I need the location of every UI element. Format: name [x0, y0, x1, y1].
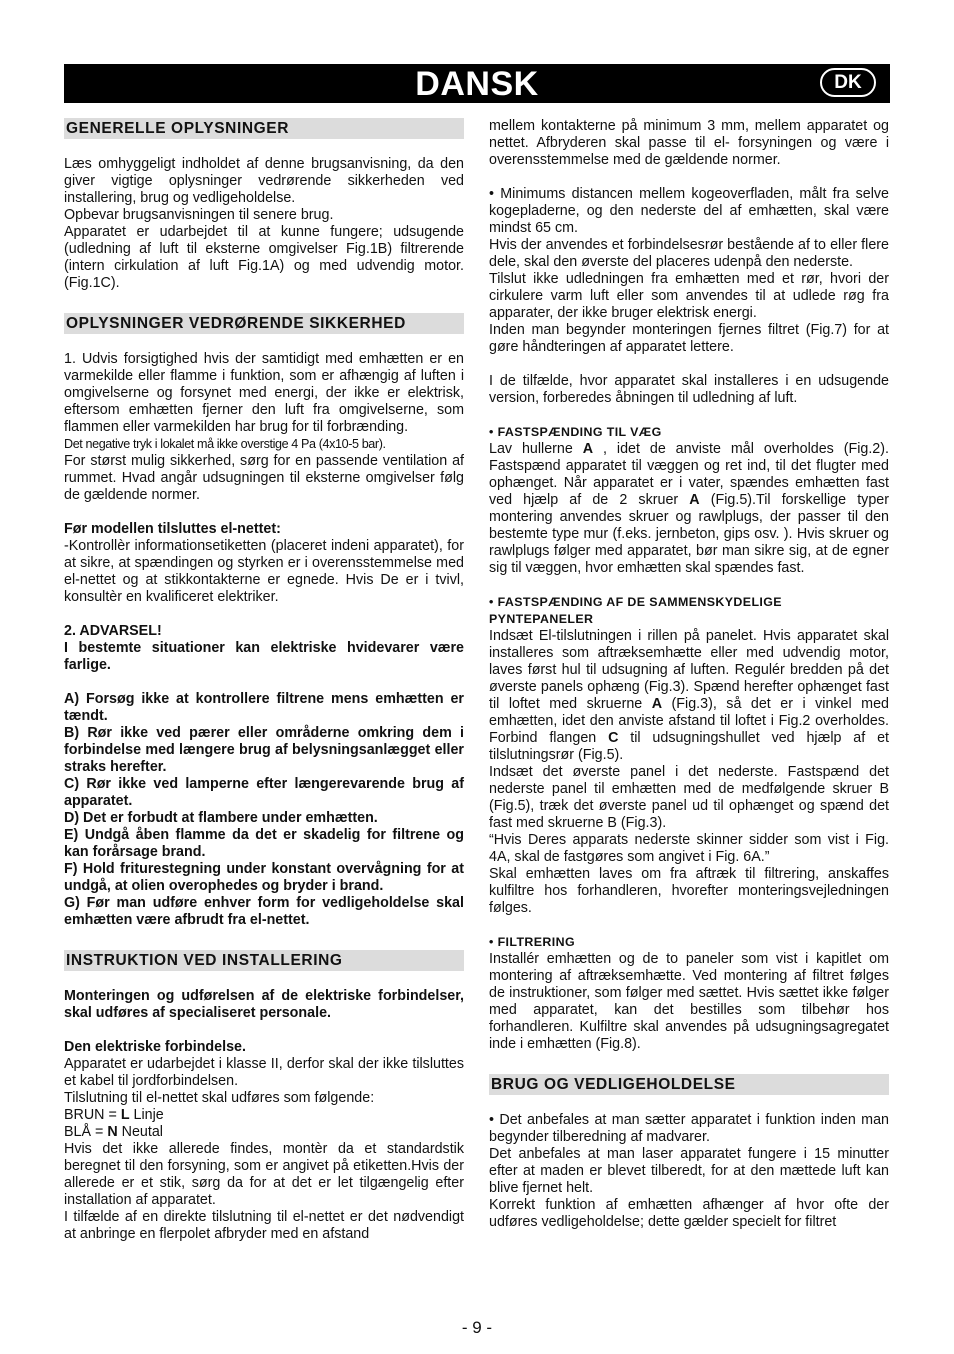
paragraph: -Kontrollèr informationsetiketten (placeret indeni apparatet), for at sikre, at spændingen og styrken er i overensstemmelse med el-nettet og at stikkontakterne er egnede. Hvis De er i tvivl, konsultèr en kvalificeret elektriker.	[64, 538, 464, 605]
paragraph: Skal emhætten laves om fra aftræk til filtrering, anskaffes kulfiltre hos forhandleren, hvorefter monteringsvejledningen følges.	[489, 866, 889, 916]
right-column	[489, 118, 889, 1231]
page-title: DANSK	[415, 65, 539, 103]
paragraph: Opbevar brugsanvisningen til senere brug.	[64, 207, 334, 223]
subheading-wall-mounting: • FASTSPÆNDING TIL VÆG	[489, 425, 662, 439]
wire-brown: BRUN = L Linje	[64, 1107, 164, 1123]
paragraph: Hvis der anvendes et forbindelsesrør bestående af to eller flere dele, skal den øverste del placeres udenpå den nederste.	[489, 237, 889, 270]
paragraph: 1. Udvis forsigtighed hvis der samtidigt med emhætten er en varmekilde eller flamme i funktion, som er afhængig af luften i omgivelserne og forsynet med energi, der ikke er elektrisk, eftersom emhætten fjerner den luft fra omgivelserne, som flammen eller varmekilden har brug for til forbrænding.	[64, 351, 464, 435]
paragraph-bold: Monteringen og udførelsen af de elektriske forbindelser, skal udføres af specialiseret personale.	[64, 988, 464, 1021]
paragraph: For størst mulig sikkerhed, sørg for en passende ventilation af rummet. Hvad angår udsugningen til eksterne omgivelser følg de gældende normer.	[64, 453, 464, 503]
warning-title: 2. ADVARSEL!	[64, 623, 162, 639]
paragraph: Apparatet er udarbejdet til at kunne fungere; udsugende (udledning af luft til eksterne omgivelser Fig.1B) filtrerende (intern cirkulation af luft Fig.1A) og med udvendig motor. (Fig.1C).	[64, 224, 464, 291]
subheading-before-connection: Før modellen tilsluttes el-nettet:	[64, 521, 281, 537]
paragraph: Hvis det ikke allerede findes, montèr da et standardstik beregnet til den forsyning, som er angivet på etiketten.Hvis der allerede er et stik, sørg da for at det er let tilgængelig efter installation af apparatet.	[64, 1141, 464, 1208]
paragraph: mellem kontakterne på minimum 3 mm, mellem apparatet og nettet. Afbryderen skal passe til el- forsyningen og være i overensstemmelse med de gældende normer.	[489, 118, 889, 168]
left-column	[64, 118, 464, 1243]
warning-item-d: D) Det er forbudt at flambere under emhætten.	[64, 810, 378, 826]
paragraph: Indsæt det øverste panel i det nederste. Fastspænd det nederste panel til emhætten med de medfølgende skruer B (Fig.5), træk det øverste panel ud til ophænget og spænd det fast med skruerne B (Fig.3).	[489, 764, 889, 831]
paragraph: Korrekt funktion af emhætten afhænger af hvor ofte der udføres vedligeholdelse; dette gælder specielt for filtret	[489, 1197, 889, 1230]
paragraph: Installér emhætten og de to paneler som vist i kapitlet om montering af aftræksemhætte. Ved montering af filtret følges de instruktioner, som følger med sættet. Hvis sættet ikke følger med apparatet, kan det bestilles som tilbehør hos forhandleren. Kulfiltre skal anvendes på udsugningsagregatet inde i emhætten (Fig.8).	[489, 951, 889, 1052]
paragraph: Det anbefales at man laser apparatet fungere i 15 minutter efter at maden er blevet tilberedt, for at den mættede luft kan blive fjernet helt.	[489, 1146, 889, 1196]
paragraph: I tilfælde af en direkte tilslutning til el-nettet er det nødvendigt at anbringe en flerpolet afbryder med en afstand	[64, 1209, 464, 1242]
page-number: - 9 -	[461, 1318, 493, 1337]
paragraph: Læs omhyggeligt indholdet af denne brugsanvisning, da den giver vigtige oplysninger vedrørende sikkerheden ved installering, brug og vedligeholdelse.	[64, 156, 464, 206]
subheading-electrical: Den elektriske forbindelse.	[64, 1039, 246, 1055]
warning-item-e: E) Undgå åben flamme da det er skadelig for filtrene og kan forårsage brand.	[64, 827, 464, 860]
warning-item-a: A) Forsøg ikke at kontrollere filtrene mens emhætten er tændt.	[64, 691, 464, 724]
paragraph: Apparatet er udarbejdet i klasse II, derfor skal der ikke tilsluttes et kabel til jordforbindelsen.	[64, 1056, 464, 1089]
wire-blue: BLÅ = N Neutal	[64, 1124, 163, 1140]
section-heading-safety: OPLYSNINGER VEDRØRENDE SIKKERHED	[64, 313, 464, 334]
paragraph: Tilslut ikke udledningen fra emhætten med et rør, hvori der cirkulere varm luft eller som anvendes til at udlede røg fra apparater, der ikke bruger elektrisk energi.	[489, 271, 889, 321]
section-heading-general: GENERELLE OPLYSNINGER	[64, 118, 464, 139]
paragraph: • Det anbefales at man sætter apparatet i funktion inden man begynder tilberedning af madvarer.	[489, 1112, 889, 1145]
paragraph: I de tilfælde, hvor apparatet skal installeres i en udsugende version, forberedes åbningen til udledning af luft.	[489, 373, 889, 406]
language-banner	[64, 64, 890, 103]
warning-item-g: G) Før man udføre enhver form for vedligeholdelse skal emhætten være afbrudt fra el-nettet.	[64, 895, 464, 928]
language-badge: DK	[820, 68, 876, 97]
subheading-filtering: • FILTRERING	[489, 935, 575, 949]
paragraph: “Hvis Deres apparats nederste skinner sidder som vist i Fig. 4A, skal de fastgøres som angivet i Fig. 6A.”	[489, 832, 889, 865]
paragraph: Inden man begynder monteringen fjernes filtret (Fig.7) for at gøre håndteringen af apparatet lettere.	[489, 322, 889, 355]
paragraph-wall-mounting: Lav hullerne A , idet de anviste mål overholdes (Fig.2). Fastspænd apparatet til væggen og ret ind, til det flugter med ophænget. Når apparatet er i vater, spændes emhætten fast ved hjælp af de 2 skruer A (Fig.5).Til forskellige typer montering anvendes skruer og rawlplugs, der passer til den bestemte type mur (f.eks. jernbeton, gips osv. ). Hvis skruer og rawlplugs følger med apparatet, bør man sikre sig, at de egner sig til væggen, hvor emhætten skal spændes fast.	[489, 441, 889, 576]
warning-text: I bestemte situationer kan elektriske hvidevarer være farlige.	[64, 640, 464, 673]
warning-item-f: F) Hold friturestegning under konstant overvågning for at undgå, at olien overophedes og bryder i brand.	[64, 861, 464, 894]
section-heading-use-maintenance: BRUG OG VEDLIGEHOLDELSE	[489, 1074, 889, 1095]
paragraph-panel-mounting: Indsæt El-tilslutningen i rillen på panelet. Hvis apparatet skal installeres som aftræksemhætte eller med udvendig motor, laves først hul til udsugning af luften. Regulér bredden på det øverste panels ophæng (Fig.3). Spænd herefter ophænget fast til loftet med skruerne A (Fig.3), så det er i vinkel med emhætten, idet den anviste afstand til loftet i Fig.2 overholdes. Forbind flangen C til udsugningshullet ved hjælp af et tilslutningsrør (Fig.5).	[489, 628, 889, 763]
paragraph-pressure: Det negative tryk i lokalet må ikke overstige 4 Pa (4x10-5 bar).	[64, 437, 386, 451]
subheading-panel-mounting: • FASTSPÆNDING AF DE SAMMENSKYDELIGE PYNTEPANELER	[489, 595, 782, 626]
paragraph: • Minimums distancen mellem kogeoverfladen, målt fra selve kogepladerne, og den nederste del af emhætten, skal være mindst 65 cm.	[489, 186, 889, 236]
warning-item-b: B) Rør ikke ved pærer eller områderne omkring dem i forbindelse med længere brug af belysningsanlægget eller straks herefter.	[64, 725, 464, 775]
section-heading-installation: INSTRUKTION VED INSTALLERING	[64, 950, 464, 971]
paragraph: Tilslutning til el-nettet skal udføres som følgende:	[64, 1090, 375, 1106]
warning-item-c: C) Rør ikke ved lamperne efter længerevarende brug af apparatet.	[64, 776, 464, 809]
